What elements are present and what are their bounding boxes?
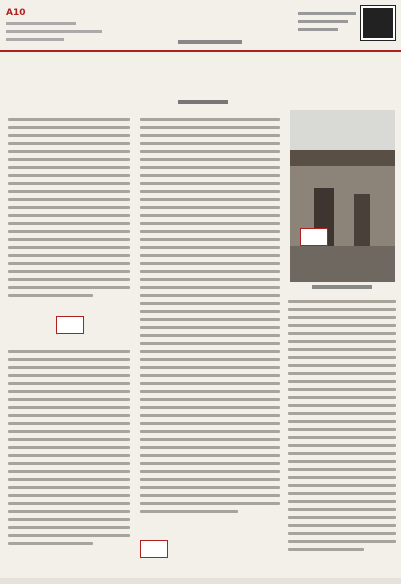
header-rule [0,50,401,52]
issue-meta-line [6,30,102,33]
article-column-2 [140,118,280,518]
column-brand-subtitle [178,40,242,44]
issue-meta-line [6,38,64,41]
article-byline [178,100,228,104]
section-marker [300,228,328,246]
street-photo [290,110,395,282]
page-number: A10 [6,8,26,18]
section-marker [140,540,168,558]
article-column-1 [8,118,130,302]
issue-meta-line [6,22,76,25]
qr-caption-line [298,12,356,15]
article-column-3 [288,300,396,556]
section-marker [56,316,84,334]
page-footer [0,578,401,584]
photo-caption [312,285,372,289]
qr-code-icon[interactable] [361,6,395,40]
article-column-1b [8,350,130,550]
qr-caption-line [298,28,338,31]
qr-caption-line [298,20,348,23]
